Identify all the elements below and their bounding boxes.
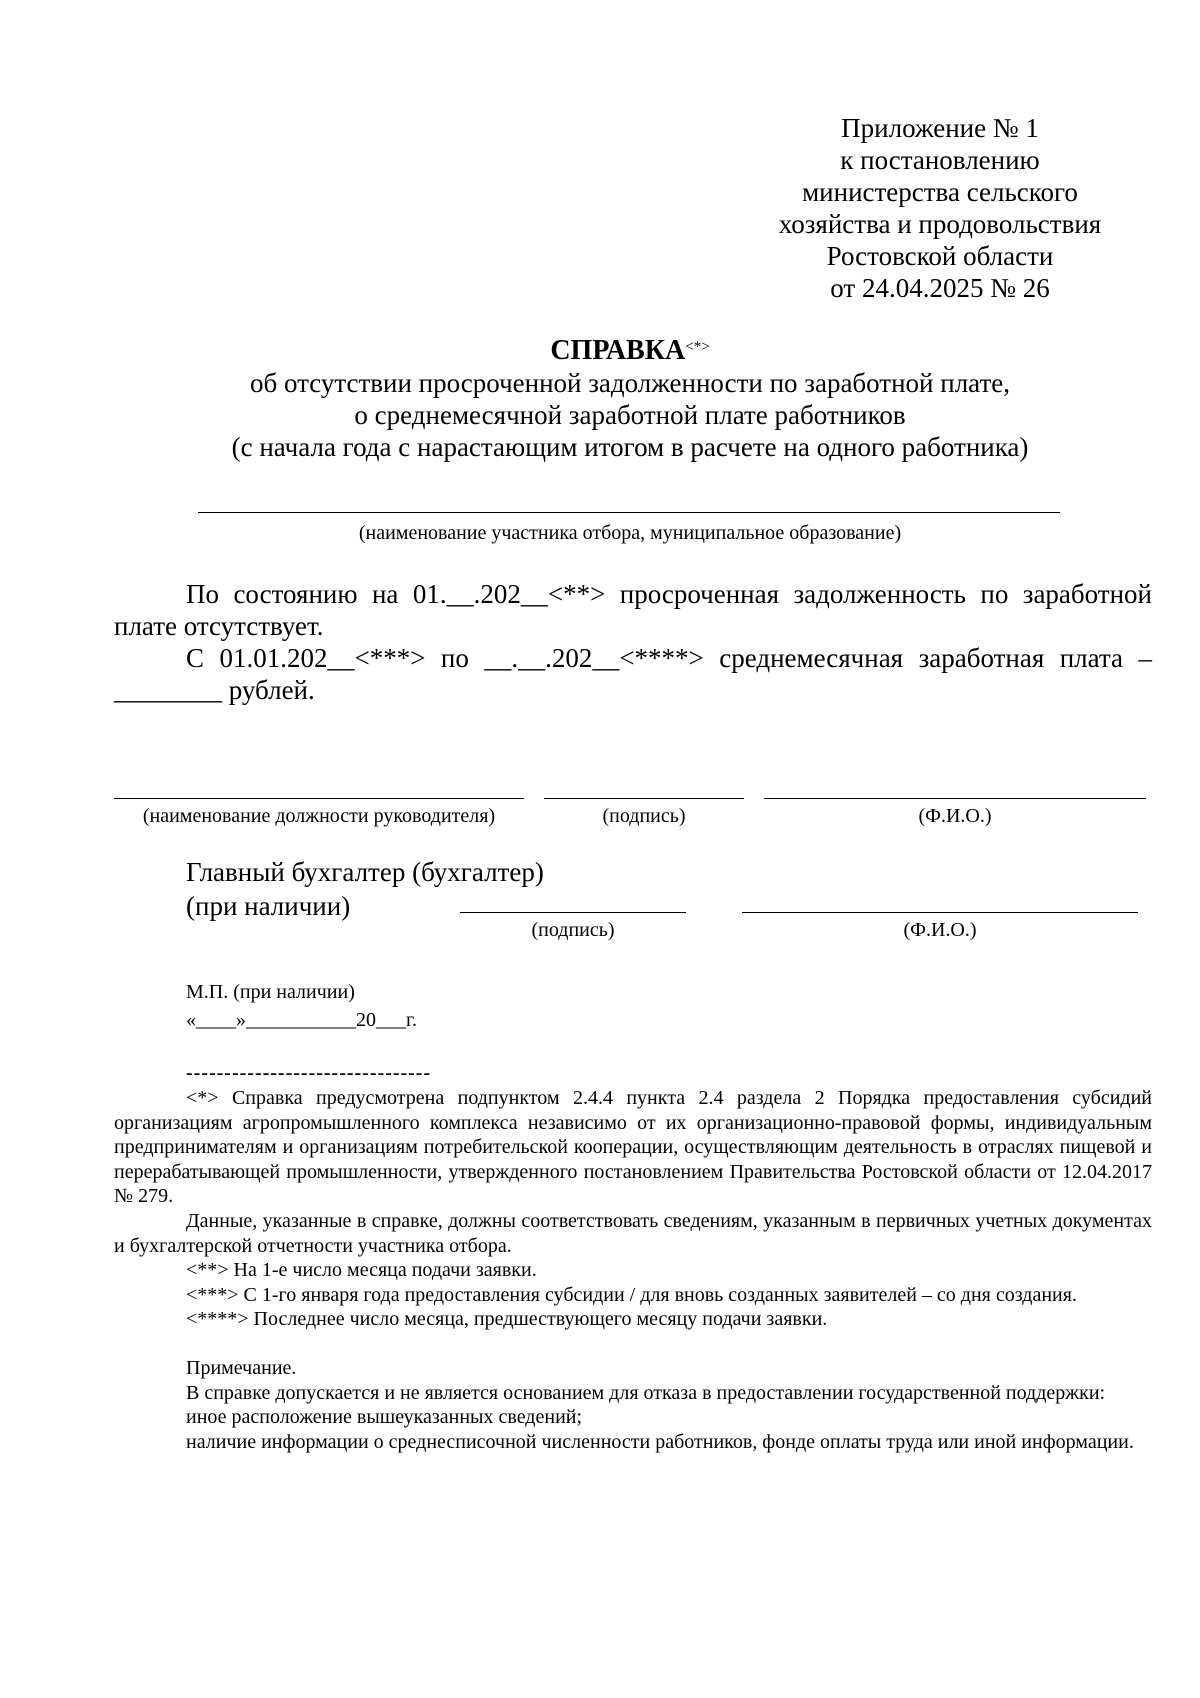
accountant-signature-caption: (подпись) [531, 919, 615, 941]
accountant-optional: (при наличии) [186, 891, 351, 921]
head-signature-line [544, 798, 744, 799]
org-name-blank-line [198, 512, 1060, 513]
appendix-line: к постановлению [840, 145, 1040, 175]
subtitle-line: (с начала года с нарастающим итогом в расчете на одного работника) [231, 432, 1029, 462]
footnote-separator: -------------------------------- [186, 1062, 432, 1084]
head-name-caption: (Ф.И.О.) [918, 805, 992, 827]
footnote-item: <*> Справка предусмотрена подпунктом 2.4.4 пункта 2.4 раздела 2 Порядка предоставления субсидий организациям агропромышленного комплекса независимо от их организационно-правовой формы, индивидуальным предпринимателям и организациям потребительской кооперации, осуществляющим деятельность в отраслях пищевой и перерабатывающей промышленности, утвержденного постановлением Правительства Ростовской области от 12.04.2017 № 279. [114, 1087, 1152, 1208]
document-body [114, 578, 1152, 706]
appendix-line: от 24.04.2025 № 26 [830, 273, 1050, 303]
debt-statement: По состоянию на 01.__.202__<**> просроченная задолженность по заработной плате отсутствует. [114, 579, 1152, 641]
note-item: иное расположение вышеуказанных сведений; [186, 1406, 583, 1429]
appendix-line: Ростовской области [826, 241, 1054, 271]
accountant-name-caption: (Ф.И.О.) [903, 919, 977, 941]
title-footnote-mark: <*> [685, 339, 710, 355]
subtitle-line: об отсутствии просроченной задолженности по заработной плате, [249, 368, 1010, 398]
head-signature-caption: (подпись) [602, 805, 686, 827]
footnote-item: <**> На 1-е число месяца подачи заявки. [186, 1259, 537, 1282]
footnote-item: <****> Последнее число месяца, предшествующего месяцу подачи заявки. [186, 1308, 828, 1331]
note-item: В справке допускается и не является основанием для отказа в предоставлении государственной поддержки: [186, 1381, 1106, 1404]
note-item: наличие информации о среднесписочной численности работников, фонде оплаты труда или иной информации. [186, 1430, 1134, 1453]
org-name-caption: (наименование участника отбора, муниципальное образование) [358, 522, 902, 544]
footnote-item: <***> С 1-го января года предоставления субсидии / для вновь созданных заявителей – со дня создания. [186, 1283, 1077, 1306]
head-name-line [764, 798, 1146, 799]
document-title [110, 335, 1150, 367]
head-position-caption: (наименование должности руководителя) [142, 805, 496, 827]
note-heading: Примечание. [186, 1356, 297, 1379]
appendix-line: Приложение № 1 [841, 113, 1039, 143]
appendix-line: министерства сельского [802, 177, 1078, 207]
subtitle-line: о среднемесячной заработной плате работников [354, 400, 906, 430]
document-title-block [110, 335, 1150, 463]
title-text: СПРАВКА [550, 335, 686, 366]
salary-statement: С 01.01.202__<***> по __.__.202__<****> среднемесячная заработная плата – ________ рублей. [114, 643, 1152, 705]
accountant-signature-line [460, 912, 686, 913]
accountant-name-line [742, 912, 1138, 913]
footnotes-block [114, 1086, 1152, 1454]
accountant-title: Главный бухгалтер (бухгалтер) [186, 857, 544, 887]
appendix-header [740, 112, 1140, 304]
footnote-item: Данные, указанные в справке, должны соответствовать сведениям, указанным в первичных учетных документах и бухгалтерской отчетности участника отбора. [114, 1209, 1152, 1257]
head-position-line [114, 798, 524, 799]
appendix-line: хозяйства и продовольствия [778, 209, 1102, 239]
date-line: «____»___________20___г. [186, 1009, 417, 1031]
stamp-date-block [186, 978, 417, 1034]
spacer [114, 1332, 1152, 1356]
stamp-label: М.П. (при наличии) [186, 981, 355, 1003]
